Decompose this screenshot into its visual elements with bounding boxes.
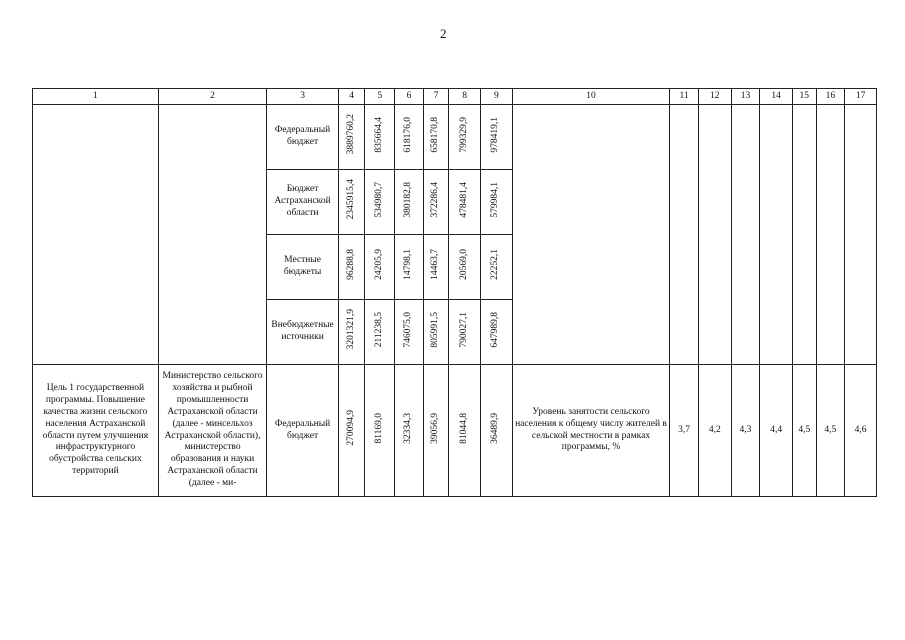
- target-value: 3,7: [670, 365, 699, 497]
- empty-cell: [158, 105, 266, 365]
- target-value: 4,2: [698, 365, 731, 497]
- col-number: 14: [760, 89, 793, 105]
- funding-value: 835664,4: [373, 116, 384, 153]
- col-number: 8: [449, 89, 481, 105]
- empty-cell: [670, 105, 699, 365]
- col-number: 11: [670, 89, 699, 105]
- funding-value: 22252,1: [490, 249, 501, 280]
- funding-source: Федеральный бюджет: [267, 365, 339, 497]
- funding-source: Внебюджетные источники: [267, 300, 339, 365]
- col-number: 5: [365, 89, 395, 105]
- col-number: 10: [512, 89, 670, 105]
- executor-description: Министерство сельского хозяйства и рыбной промышленности Астраханской области (далее - минсельхоз Астраханской области), министерство образования и науки Астраханской области (далее - ми-: [158, 365, 266, 497]
- funding-value: 534980,7: [373, 181, 384, 218]
- funding-value: 96288,8: [345, 249, 356, 280]
- column-number-row: [33, 89, 877, 105]
- program-table: [32, 88, 877, 497]
- col-number: 12: [698, 89, 731, 105]
- empty-cell: [33, 105, 159, 365]
- funding-value: 478481,4: [458, 181, 469, 218]
- funding-value: 81169,0: [373, 412, 384, 444]
- funding-value: 36489,9: [490, 412, 501, 444]
- funding-source: Бюджет Астраханской области: [267, 170, 339, 235]
- funding-value: 799329,9: [458, 116, 469, 153]
- col-number: 4: [338, 89, 365, 105]
- empty-cell: [512, 105, 670, 365]
- funding-value: 658170,8: [430, 116, 441, 153]
- funding-value: 14798,1: [403, 249, 413, 280]
- funding-row: [33, 105, 877, 170]
- funding-value: 647989,8: [490, 311, 501, 348]
- funding-value: 270094,9: [345, 410, 356, 446]
- col-number: 15: [793, 89, 817, 105]
- funding-value: 618176,0: [403, 116, 413, 153]
- funding-source: Местные бюджеты: [267, 235, 339, 300]
- empty-cell: [816, 105, 845, 365]
- funding-value: 805991,5: [430, 311, 441, 348]
- empty-cell: [845, 105, 877, 365]
- funding-value: 978419,1: [490, 116, 501, 153]
- col-number: 16: [816, 89, 845, 105]
- funding-value: 790027,1: [458, 311, 469, 348]
- col-number: 1: [33, 89, 159, 105]
- funding-value: 746075,0: [403, 311, 413, 348]
- funding-value: 81044,8: [458, 412, 469, 444]
- indicator-description: Уровень занятости сельского населения к общему числу жителей в сельской местности в рамках программы, %: [512, 365, 670, 497]
- funding-value: 380182,8: [403, 181, 413, 218]
- col-number: 9: [481, 89, 513, 105]
- page-number: 2: [440, 26, 447, 41]
- target-value: 4,3: [731, 365, 760, 497]
- target-value: 4,4: [760, 365, 793, 497]
- funding-value: 14463,7: [430, 249, 441, 280]
- col-number: 6: [395, 89, 424, 105]
- goal-description: Цель 1 государственной программы. Повышение качества жизни сельского населения Астраханской области путем улучшения инфраструктурного обустройства сельских территорий: [33, 365, 159, 497]
- goal-row: [33, 365, 877, 497]
- funding-value: 32334,3: [403, 412, 413, 444]
- col-number: 2: [158, 89, 266, 105]
- empty-cell: [760, 105, 793, 365]
- col-number: 3: [267, 89, 339, 105]
- funding-value: 372286,4: [430, 181, 441, 218]
- funding-value: 20569,0: [458, 249, 469, 280]
- funding-value: 2345915,4: [345, 179, 356, 220]
- empty-cell: [698, 105, 731, 365]
- col-number: 13: [731, 89, 760, 105]
- funding-value: 39056,9: [430, 412, 441, 444]
- funding-value: 24205,9: [373, 249, 384, 280]
- col-number: 7: [423, 89, 449, 105]
- target-value: 4,6: [845, 365, 877, 497]
- funding-source: Федеральный бюджет: [267, 105, 339, 170]
- col-number: 17: [845, 89, 877, 105]
- empty-cell: [793, 105, 817, 365]
- target-value: 4,5: [793, 365, 817, 497]
- funding-value: 3889760,2: [345, 114, 356, 155]
- funding-value: 3201321,9: [345, 309, 356, 350]
- target-value: 4,5: [816, 365, 845, 497]
- empty-cell: [731, 105, 760, 365]
- funding-value: 579984,1: [490, 181, 501, 218]
- funding-value: 211238,5: [373, 311, 384, 348]
